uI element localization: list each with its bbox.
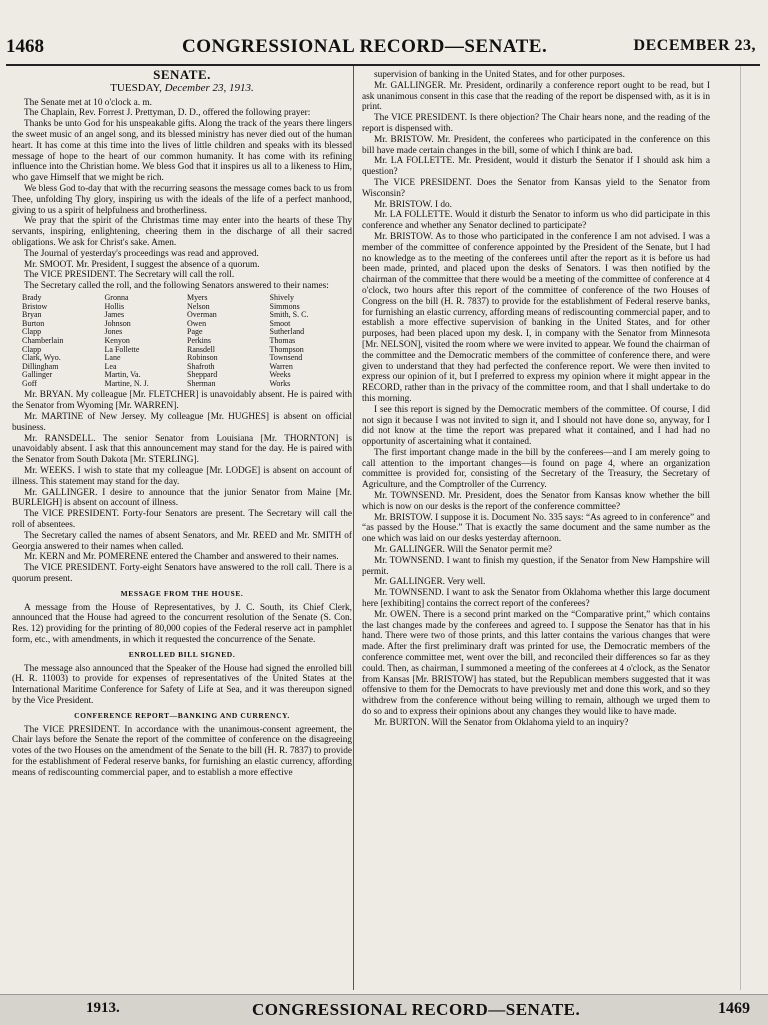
paragraph: supervision of banking in the United States, and for other purposes.	[374, 70, 625, 80]
senator-name: Myers	[187, 292, 208, 302]
senator-name: Perkins	[187, 335, 211, 345]
paragraph: Mr. KERN and Mr. POMERENE entered the Chamber and answered to their names.	[24, 552, 339, 563]
paragraph: Mr. WEEKS. I wish to state that my colleague [Mr. LODGE] is absent on account of illness. This statement may stand for the day.	[12, 466, 352, 487]
senator-name: Shafroth	[187, 361, 215, 371]
senator-name: Sherman	[187, 378, 216, 388]
section-heading: SENATE.	[153, 70, 211, 82]
senator-name: Lane	[104, 353, 121, 363]
senator-name: Works	[269, 378, 291, 388]
paragraph: The VICE PRESIDENT. Forty-four Senators are present. The Secretary will call the roll of absentees.	[12, 509, 352, 531]
senator-name: Smoot	[269, 318, 291, 328]
senator-name: Bristow	[22, 301, 48, 311]
senator-name: Clapp	[22, 327, 42, 337]
paragraph: I see this report is signed by the Democratic members of the committee. Of course, I did not sign it because I was not invited to sign it, and I should not have done so, anyway, for I did not know at the time the report was prepared what it contained, and I had had no opportunity of ascertaining what it contained.	[362, 404, 710, 448]
senator-name: Martine, N. J.	[104, 378, 149, 388]
paragraph: The Secretary called the roll, and the following Senators answered to their names:	[24, 281, 329, 292]
senator-name: Hollis	[104, 301, 125, 311]
subhead-message: MESSAGE FROM THE HOUSE.	[120, 588, 244, 598]
subhead-conference: CONFERENCE REPORT—BANKING AND CURRENCY.	[74, 710, 290, 720]
senator-name: Brady	[22, 292, 42, 302]
roll-call-names	[22, 294, 352, 389]
paragraph: The Secretary called the names of absent Senators, and Mr. REED and Mr. SMITH of Georgia answered to their names when called.	[12, 530, 352, 552]
senator-name: Burton	[22, 318, 45, 328]
senator-name: Clark, Wyo.	[22, 353, 61, 363]
left-column	[12, 70, 352, 990]
senator-name: Overman	[187, 310, 217, 320]
senator-name: Clapp	[22, 344, 42, 354]
senator-name: Simmons	[269, 301, 300, 311]
paragraph: Mr. RANSDELL. The senior Senator from Louisiana [Mr. THORNTON] is unavoidably absent. I ask that this announcement may stand for the day. He is paired with the Senator from South Dakota [Mr. STERLING].	[12, 433, 352, 466]
running-title: CONGRESSIONAL RECORD—SENATE.	[182, 36, 548, 57]
senator-name: Jones	[104, 327, 123, 337]
footer-title: CONGRESSIONAL RECORD—SENATE.	[252, 1000, 581, 1019]
footer-year: 1913.	[86, 1000, 120, 1016]
paragraph: The VICE PRESIDENT. Does the Senator from Kansas yield to the Senator from Wisconsin?	[362, 177, 710, 199]
dateline-date: December 23, 1913.	[164, 81, 254, 94]
senator-name: Weeks	[269, 370, 291, 380]
right-column	[362, 70, 710, 990]
senator-name: Owen	[187, 318, 207, 328]
paragraph: The first important change made in the bill by the conferees—and I am merely going to call attention to the important changes—is found on page 4, where an organization committee is provided for, consisting of the Secretary of the Treasury, the Secretary of Agriculture, and the Comptroller of the Currency.	[362, 447, 710, 491]
senator-name: Sutherland	[269, 327, 305, 337]
senator-name: Sheppard	[187, 370, 218, 380]
senator-name: Smith, S. C.	[269, 310, 309, 320]
paragraph: We bless God to-day that with the recurring seasons the message comes back to us from Thee, unfolding Thy glory, inspiring us with the ideals of the life of a perfect manhood, giving to us a spirit of helpfulness and brotherliness.	[12, 183, 352, 216]
senator-name: Thompson	[269, 344, 304, 354]
paragraph: The Senate met at 10 o'clock a. m.	[24, 97, 152, 108]
paragraph: Mr. TOWNSEND. I want to ask the Senator from Oklahoma whether this large document here [exhibiting] contains the correct report of the conferees?	[362, 588, 710, 610]
senator-name: Bryan	[22, 310, 42, 320]
paragraph: Mr. BURTON. Will the Senator from Oklahoma yield to an inquiry?	[374, 717, 629, 728]
page-number: 1468	[6, 36, 44, 57]
paragraph: The VICE PRESIDENT. Is there objection? The Chair hears none, and the reading of the report is dispensed with.	[362, 113, 710, 134]
senator-name: Goff	[22, 378, 37, 388]
senator-name: Robinson	[187, 353, 218, 363]
paragraph: The Chaplain, Rev. Forrest J. Prettyman, D. D., offered the following prayer:	[24, 108, 311, 119]
senator-name: Lea	[104, 361, 117, 371]
margin-line	[740, 66, 741, 990]
paragraph: Mr. MARTINE of New Jersey. My colleague [Mr. HUGHES] is absent on official business.	[12, 412, 352, 433]
opening-paragraphs	[12, 98, 352, 292]
paragraph: The VICE PRESIDENT. In accordance with the unanimous-consent agreement, the Chair lays before the Senate the report of the committee of conference on the disagreeing votes of the two Houses on the amendment of the Senate to the bill (H. R. 7837) to provide for the establishment of Federal reserve banks, for furnishing an elastic currency, affording means of rediscounting commercial paper, and to establish a more effective	[12, 724, 352, 778]
header-date: DECEMBER 23,	[633, 37, 756, 54]
senator-name: Dillingham	[22, 361, 59, 371]
senator-name: Thomas	[269, 335, 296, 345]
paragraph: Mr. GALLINGER. Very well.	[374, 577, 486, 588]
paragraph: Mr. LA FOLLETTE. Would it disturb the Senator to inform us who did participate in this conference and whether any Senator declined to participate?	[362, 210, 710, 232]
paragraph: Mr. GALLINGER. I desire to announce that the junior Senator from Maine [Mr. BURLEIGH] is absent on account of illness.	[12, 487, 352, 509]
paragraph: The Journal of yesterday's proceedings was read and approved.	[24, 248, 259, 259]
absence-paragraphs	[12, 390, 352, 584]
senator-name: Page	[187, 327, 203, 337]
senator-name: James	[104, 310, 125, 320]
senator-name: La Follette	[104, 344, 140, 354]
paragraph: Mr. GALLINGER. Will the Senator permit me?	[374, 545, 553, 556]
footer-page-number: 1469	[718, 1000, 750, 1017]
paragraph: Mr. BRISTOW. As to those who participated in the conference I am not advised. I was a member of the committee of conference appointed by the President of the Senate, but I had no knowledge as to the meeting of the conferees until after the report as it is before us had been made, printed, and placed upon the desks of Senators. I was then notified by the chairman of the committee that there would be a meeting of the committee of conference at 4 o'clock, two hours after this report of the committee of conference of the two Houses of Congress on the bill (H. R. 7837) to provide for the establishment of Federal reserve banks, for furnishing an elastic currency, affording means of rediscounting commercial paper, and to establish a more effective supervision of banking in the United States, and for other purposes, had been placed upon my desk. I, in company with the Senator from Minnesota [Mr. NELSON], visited the room where we were invited to appear. We found the chairman of the committee and the Democratic members of the committee of conference there, and were given to understand that they had perfected the conference report. We were then invited to express our opinion of it, but I preferred to express my opinion where it might appear in the RECORD, rather than in the privacy of the committee room, and that I shall undertake to do this morning.	[362, 231, 710, 404]
paragraph: Thanks be unto God for his unspeakable gifts. Along the track of the years there lingers the sweet music of an angel song, and its blessed ministry has never died out of the human heart. It has come at this time into the lives of little children and speaks with its blessed message of hope to the heart of our common humanity. It has come with its refining influence into the Christian home. We bless God that it inspires us all to a likeness to Him, who gave Himself that we might be rich.	[12, 119, 352, 184]
paragraph: A message from the House of Representatives, by J. C. South, its Chief Clerk, announced that the House had agreed to the concurrent resolution of the Senate (S. Con. Res. 12) providing for the printing of 80,000 copies of the Federal reserve act in pamphlet form, etc., with amendments, in which it requested the concurrence of the Senate.	[12, 602, 352, 645]
dateline-day: TUESDAY,	[110, 81, 162, 94]
senator-name: Kenyon	[104, 335, 130, 345]
paragraph: Mr. BRISTOW. I suppose it is. Document No. 335 says: “As agreed to in conference” and “as passed by the House.” That is exactly the same document and the same number as the one which was laid on our desks yesterday afternoon.	[362, 512, 710, 545]
dateline	[12, 83, 352, 94]
paragraph: Mr. SMOOT. Mr. President, I suggest the absence of a quorum.	[24, 259, 260, 270]
paragraph: Mr. OWEN. There is a second print marked on the “Comparative print,” which contains the last changes made by the conferees and agreed to. I suppose the Senator has that in his hand. There were two of those prints, and this latter contains the various changes that were made. After the first preliminary draft was printed for use, the Democratic members of the conference committee met, went over the bill, and reconciled their differences so far as they could. Then, as chairman, I summoned a meeting of the conferees at 4 o'clock, as the Senator from Kansas [Mr. BRISTOW] has stated, but the Republican members suggested that it was offensive to them for the Democrats to have previously met and done this work, and so they withdrew from the conference without being willing to remain, although we urged them to do so and to express their opinions about any changes they would like to have made.	[362, 609, 710, 718]
paragraph: Mr. BRISTOW. Mr. President, the conferees who participated in the conference on this bill have made certain changes in the bill, some of which I think are bad.	[362, 134, 710, 156]
senator-name: Gronna	[104, 292, 129, 302]
paragraph: We pray that the spirit of the Christmas time may enter into the hearts of these Thy servants, inspiring, enlightening, cheering them in the discharge of all their sacred obligations. We ask for Christ's sake. Amen.	[12, 216, 352, 248]
paragraph: Mr. GALLINGER. Mr. President, ordinarily a conference report ought to be read, but I ask unanimous consent in this case that the reading of the report be dispensed with, as it is in print.	[362, 80, 710, 113]
senator-name: Martin, Va.	[104, 370, 141, 380]
paragraph: Mr. LA FOLLETTE. Mr. President, would it disturb the Senator if I should ask him a question?	[362, 156, 710, 178]
paragraph: The message also announced that the Speaker of the House had signed the enrolled bill (H. R. 11003) to provide for expenses of representatives of the United States at the International Maritime Conference for Safety of Life at Sea, and it was thereupon signed by the Vice President.	[12, 663, 352, 706]
column-rule	[353, 66, 354, 990]
senator-name: Townsend	[269, 353, 303, 363]
next-page-strip	[0, 994, 768, 1025]
paragraph: Mr. TOWNSEND. Mr. President, does the Senator from Kansas know whether the bill which is now on our desks is the report of the conference committee?	[362, 491, 710, 512]
senator-name: Shively	[269, 292, 294, 302]
senator-name: Warren	[269, 361, 293, 371]
senator-name: Gallinger	[22, 370, 53, 380]
senator-name: Johnson	[104, 318, 131, 328]
page-header	[6, 30, 760, 66]
senator-name: Ransdell	[187, 344, 215, 354]
paragraph: The VICE PRESIDENT. Forty-eight Senators have answered to the roll call. There is a quorum present.	[12, 563, 352, 585]
senator-name: Nelson	[187, 301, 210, 311]
senator-name: Chamberlain	[22, 335, 64, 345]
paragraph: Mr. BRYAN. My colleague [Mr. FLETCHER] is unavoidably absent. He is paired with the Senator from Wyoming [Mr. WARREN].	[12, 390, 352, 412]
paragraph: Mr. TOWNSEND. I want to finish my question, if the Senator from New Hampshire will permit.	[362, 555, 710, 577]
paragraph: The VICE PRESIDENT. The Secretary will call the roll.	[24, 270, 235, 281]
subhead-enrolled: ENROLLED BILL SIGNED.	[128, 649, 236, 659]
paragraph: Mr. BRISTOW. I do.	[374, 199, 453, 210]
